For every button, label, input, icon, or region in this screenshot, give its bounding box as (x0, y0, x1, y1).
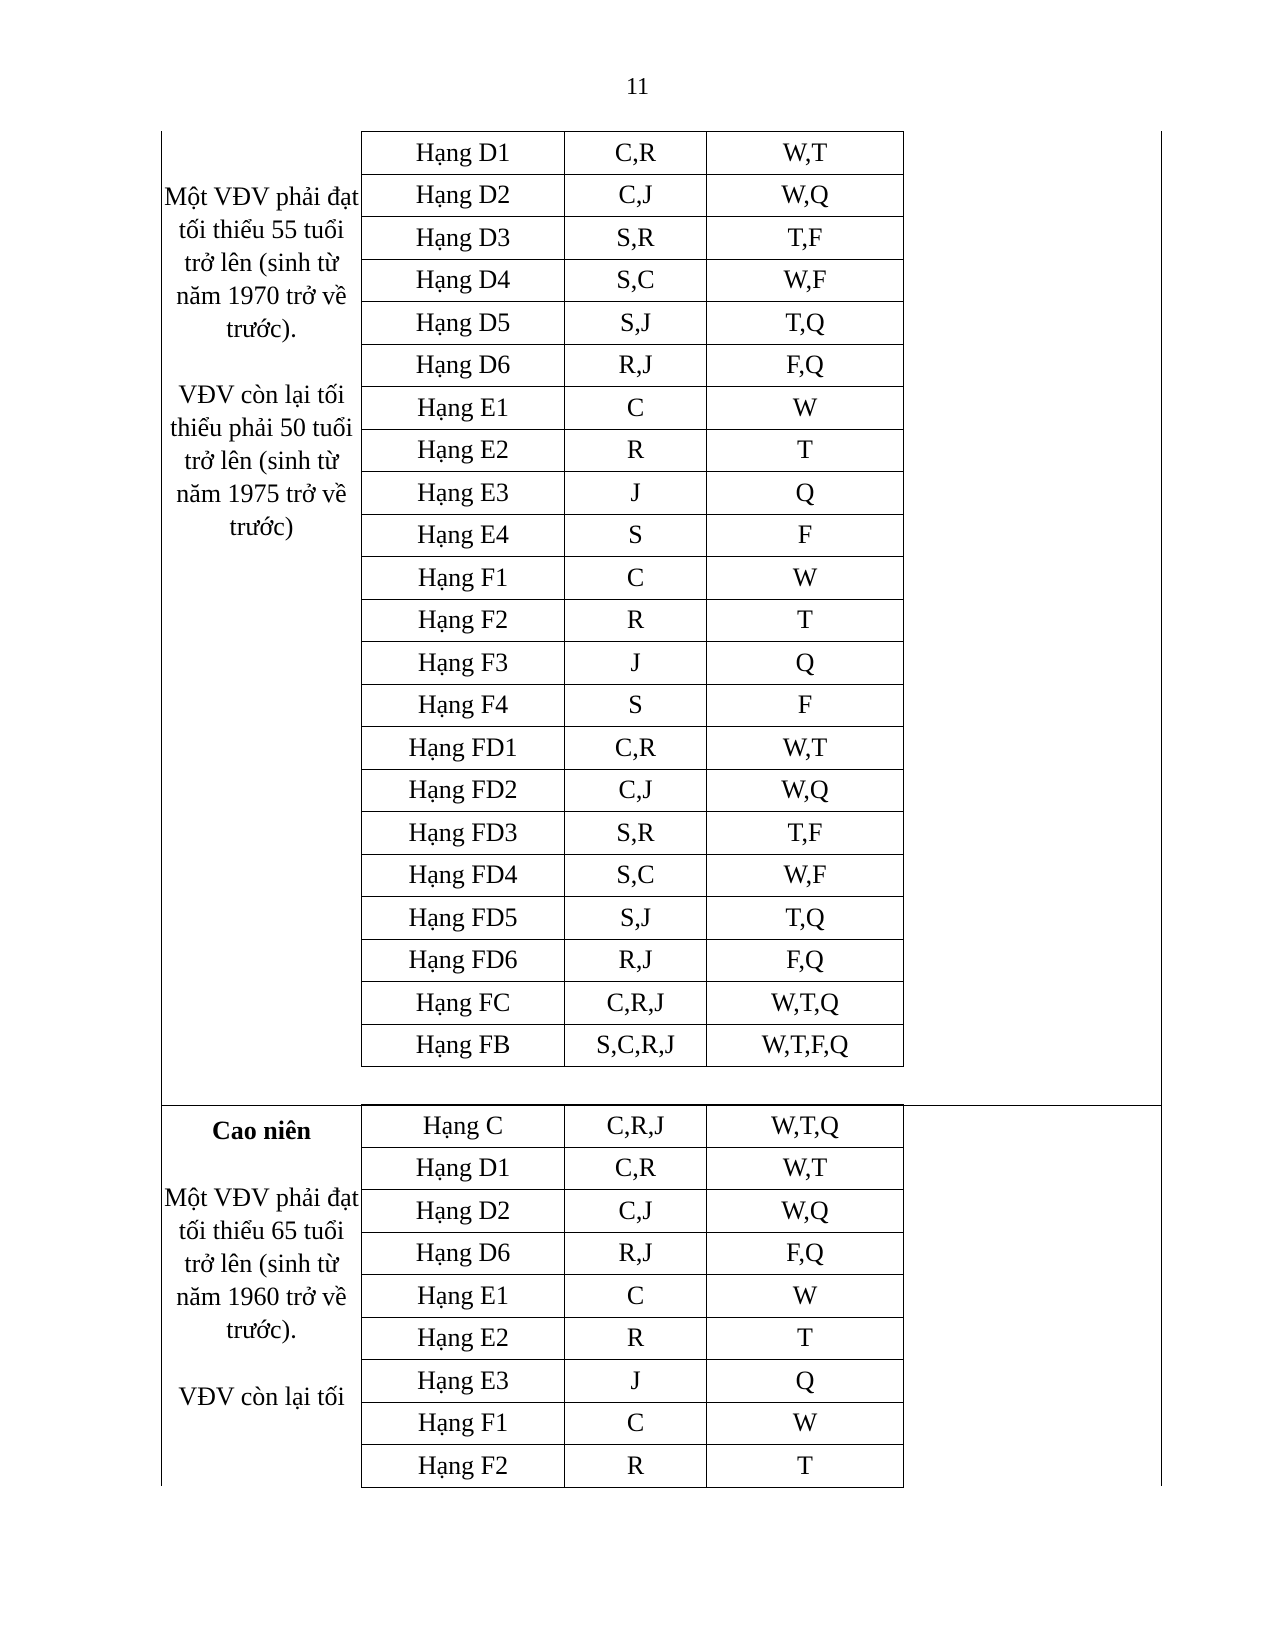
code-cell: C,J (565, 1190, 707, 1233)
table-row (362, 1105, 904, 1148)
table-row (362, 472, 904, 515)
table-row (362, 854, 904, 897)
code-alt-cell: W (707, 1275, 904, 1318)
category-cell: Hạng D5 (362, 302, 565, 345)
code-alt-cell: F,Q (707, 344, 904, 387)
table-row (362, 1190, 904, 1233)
table-row (362, 217, 904, 260)
code-alt-cell: W,T,Q (707, 982, 904, 1025)
code-cell: R (565, 599, 707, 642)
code-alt-cell: W (707, 557, 904, 600)
code-cell: C (565, 1402, 707, 1445)
category-cell: Hạng FD6 (362, 939, 565, 982)
code-cell: R (565, 429, 707, 472)
code-alt-cell: W,F (707, 259, 904, 302)
section-a-table (361, 131, 904, 1067)
code-cell: S,J (565, 897, 707, 940)
section-b-rows (362, 1105, 904, 1488)
category-cell: Hạng D4 (362, 259, 565, 302)
category-cell: Hạng FD4 (362, 854, 565, 897)
code-alt-cell: T,F (707, 217, 904, 260)
category-cell: Hạng FD1 (362, 727, 565, 770)
category-cell: Hạng E2 (362, 429, 565, 472)
outer-right-border (1161, 131, 1162, 1486)
code-alt-cell: Q (707, 1360, 904, 1403)
code-cell: S,R (565, 217, 707, 260)
table-row (362, 132, 904, 175)
page-number: 11 (625, 74, 650, 100)
section-b-rule-1: Một VĐV phải đạt tối thiểu 65 tuổi trở lên (sinh từ năm 1960 trở về trước). (164, 1183, 359, 1344)
category-cell: Hạng D1 (362, 132, 565, 175)
code-cell: R,J (565, 939, 707, 982)
code-alt-cell: W,Q (707, 769, 904, 812)
code-alt-cell: W (707, 1402, 904, 1445)
category-cell: Hạng F3 (362, 642, 565, 685)
code-alt-cell: W,T,Q (707, 1105, 904, 1148)
code-alt-cell: W (707, 387, 904, 430)
code-alt-cell: F (707, 514, 904, 557)
category-cell: Hạng FB (362, 1024, 565, 1067)
category-cell: Hạng E4 (362, 514, 565, 557)
category-cell: Hạng F1 (362, 557, 565, 600)
section-a-description (161, 180, 362, 543)
category-cell: Hạng E2 (362, 1317, 565, 1360)
code-cell: R,J (565, 344, 707, 387)
table-row (362, 1402, 904, 1445)
code-alt-cell: F,Q (707, 1232, 904, 1275)
code-cell: S,J (565, 302, 707, 345)
section-b-rule-2: VĐV còn lại tối (178, 1382, 345, 1411)
table-row (362, 727, 904, 770)
category-cell: Hạng C (362, 1105, 565, 1148)
table-row (362, 684, 904, 727)
category-cell: Hạng F4 (362, 684, 565, 727)
section-b-heading: Cao niên (212, 1116, 311, 1145)
code-alt-cell: W,T (707, 132, 904, 175)
code-cell: S (565, 684, 707, 727)
code-cell: J (565, 1360, 707, 1403)
category-cell: Hạng E1 (362, 1275, 565, 1318)
code-cell: R (565, 1317, 707, 1360)
category-cell: Hạng F1 (362, 1402, 565, 1445)
table-row (362, 1147, 904, 1190)
code-alt-cell: W,F (707, 854, 904, 897)
code-alt-cell: W,T (707, 1147, 904, 1190)
code-alt-cell: T (707, 599, 904, 642)
code-cell: S (565, 514, 707, 557)
code-alt-cell: T (707, 429, 904, 472)
table-row (362, 897, 904, 940)
table-row (362, 1024, 904, 1067)
code-alt-cell: T (707, 1445, 904, 1488)
code-alt-cell: T,F (707, 812, 904, 855)
category-cell: Hạng E1 (362, 387, 565, 430)
code-cell: C,R (565, 1147, 707, 1190)
category-cell: Hạng F2 (362, 1445, 565, 1488)
table-row (362, 344, 904, 387)
section-a-rule-2: VĐV còn lại tối thiểu phải 50 tuổi trở lên (sinh từ năm 1975 trở về trước) (170, 380, 353, 541)
table-row (362, 812, 904, 855)
code-cell: C,R (565, 132, 707, 175)
section-b-description (161, 1114, 362, 1413)
category-cell: Hạng D2 (362, 174, 565, 217)
section-b-table (361, 1104, 904, 1488)
category-cell: Hạng D6 (362, 1232, 565, 1275)
category-cell: Hạng D2 (362, 1190, 565, 1233)
table-row (362, 302, 904, 345)
table-row (362, 982, 904, 1025)
category-cell: Hạng D1 (362, 1147, 565, 1190)
category-cell: Hạng FD2 (362, 769, 565, 812)
code-cell: C,J (565, 769, 707, 812)
code-cell: C,R,J (565, 982, 707, 1025)
table-row (362, 174, 904, 217)
code-alt-cell: F,Q (707, 939, 904, 982)
table-row (362, 1232, 904, 1275)
code-cell: C (565, 1275, 707, 1318)
table-row (362, 1445, 904, 1488)
table-row (362, 429, 904, 472)
code-cell: C,R (565, 727, 707, 770)
code-cell: S,C (565, 259, 707, 302)
table-row (362, 557, 904, 600)
table-row (362, 769, 904, 812)
section-a-rule-1: Một VĐV phải đạt tối thiểu 55 tuổi trở lên (sinh từ năm 1970 trở về trước). (164, 182, 359, 343)
code-alt-cell: T,Q (707, 897, 904, 940)
category-cell: Hạng FC (362, 982, 565, 1025)
code-cell: S,C (565, 854, 707, 897)
code-cell: S,R (565, 812, 707, 855)
table-row (362, 599, 904, 642)
table-row (362, 514, 904, 557)
category-cell: Hạng E3 (362, 472, 565, 515)
table-row (362, 387, 904, 430)
code-alt-cell: T (707, 1317, 904, 1360)
table-row (362, 1317, 904, 1360)
code-alt-cell: Q (707, 642, 904, 685)
code-cell: C (565, 387, 707, 430)
category-cell: Hạng FD5 (362, 897, 565, 940)
code-alt-cell: F (707, 684, 904, 727)
code-cell: S,C,R,J (565, 1024, 707, 1067)
table-row (362, 1275, 904, 1318)
category-cell: Hạng F2 (362, 599, 565, 642)
category-cell: Hạng FD3 (362, 812, 565, 855)
code-alt-cell: Q (707, 472, 904, 515)
code-cell: J (565, 472, 707, 515)
category-cell: Hạng D3 (362, 217, 565, 260)
category-cell: Hạng E3 (362, 1360, 565, 1403)
code-alt-cell: W,Q (707, 1190, 904, 1233)
code-cell: R (565, 1445, 707, 1488)
code-alt-cell: W,T (707, 727, 904, 770)
table-row (362, 259, 904, 302)
code-cell: C,R,J (565, 1105, 707, 1148)
table-row (362, 939, 904, 982)
code-alt-cell: W,T,F,Q (707, 1024, 904, 1067)
code-cell: C,J (565, 174, 707, 217)
section-a-rows (362, 132, 904, 1067)
code-cell: R,J (565, 1232, 707, 1275)
code-cell: J (565, 642, 707, 685)
code-cell: C (565, 557, 707, 600)
code-alt-cell: W,Q (707, 174, 904, 217)
category-cell: Hạng D6 (362, 344, 565, 387)
table-row (362, 642, 904, 685)
code-alt-cell: T,Q (707, 302, 904, 345)
table-row (362, 1360, 904, 1403)
